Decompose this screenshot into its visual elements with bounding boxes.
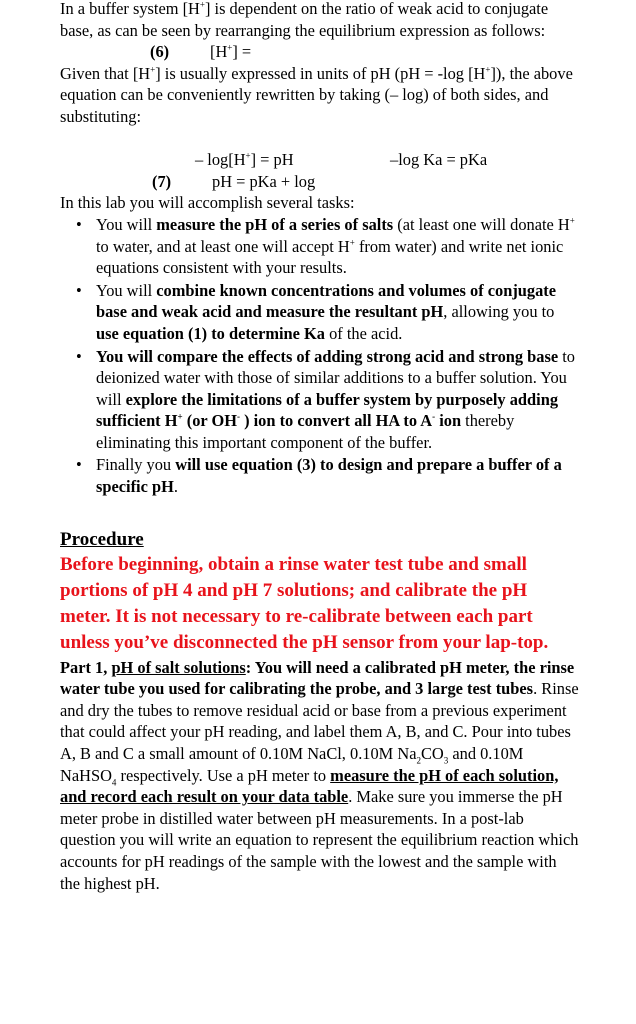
equation-7-label: (7)	[152, 171, 172, 191]
equation-7-right-1: –log Ka = pKa	[390, 150, 488, 170]
task-3-text-d: (or OH	[182, 411, 237, 431]
part-1-text-d: . Rinse and dry the tubes to remove residual acid or base from a previous experiment that could affect your pH reading, and label them A, B, and C. Pour into tubes A, B and C a small amount of 0.10M NaCl, 0.10M Na	[60, 679, 579, 764]
part-1-text-b: pH of salt solutions	[111, 657, 246, 677]
given-text-3: ]), the above equation can be conveniently rewritten by taking (– log) of both sides, and substituting:	[60, 63, 573, 126]
equation-7-line-1	[60, 149, 580, 171]
given-text-2: ] is usually expressed in units of pH (pH = -log [H	[155, 63, 486, 83]
part-1-text-a: Part 1,	[60, 657, 112, 677]
intro-paragraph	[60, 0, 580, 41]
part-1-text-f: and 0.10M NaHSO	[60, 744, 524, 785]
bullet: •	[76, 455, 82, 475]
task-item-4	[60, 454, 580, 497]
superscript-minus: -	[432, 411, 436, 422]
superscript-plus: +	[150, 64, 156, 75]
task-3-text-f: ion	[435, 411, 462, 431]
task-1-text-a: You will	[96, 214, 157, 234]
superscript-plus: +	[227, 42, 233, 53]
bullet: •	[76, 214, 82, 234]
task-4-text-c: .	[173, 477, 178, 497]
part-1-text-i: . Make sure you immerse the pH meter probe in distilled water between pH measurements. In a post-lab question you will write an equation to represent the equilibrium reaction which accounts for pH readings of the sample with the lowest and the sample with the highest pH.	[60, 787, 579, 893]
equation-7-left-2: pH = pKa + log	[212, 171, 316, 191]
superscript-plus: +	[245, 150, 251, 161]
task-2-text-a: You will	[96, 280, 157, 300]
subscript-4: 4	[111, 776, 117, 787]
superscript-plus: +	[199, 0, 205, 10]
part-1-text-e: CO	[420, 744, 444, 764]
equation-6-label: (6)	[150, 42, 170, 62]
given-paragraph	[60, 63, 580, 128]
task-4-text-b: will use equation (3) to design and prepare a buffer of a specific pH	[96, 455, 562, 497]
subscript-3: 3	[443, 755, 449, 766]
task-3-text-e: ) ion to convert all HA to A	[239, 411, 433, 431]
superscript-plus: +	[485, 64, 491, 75]
part-1-text-g: respectively. Use a pH meter to	[116, 765, 331, 785]
superscript-plus: +	[569, 215, 575, 226]
bullet: •	[76, 346, 82, 366]
task-2-text-e: of the acid.	[325, 323, 403, 343]
task-2-text-c: , allowing you to	[443, 302, 555, 322]
part-1-text-c: : You will need a calibrated pH meter, the rinse water tube you used for calibrating the probe, and 3 large test tubes	[60, 657, 575, 699]
spacer	[60, 128, 580, 150]
superscript-plus: +	[177, 411, 183, 422]
equation-6	[60, 41, 580, 63]
task-1-text-b: measure the pH of a series of salts	[156, 214, 394, 234]
part-1-paragraph	[60, 657, 580, 895]
task-1-text-e: from water) and write net ionic equations consistent with your results.	[96, 236, 564, 278]
task-item-3	[60, 346, 580, 454]
task-3-text-a: You will compare the effects of adding strong acid and strong base	[96, 346, 559, 366]
intro-text-2: ] is dependent on the ratio of weak acid to conjugate base, as can be seen by rearranging the equilibrium expression as follows:	[60, 0, 549, 40]
lab-intro: In this lab you will accomplish several tasks:	[60, 193, 355, 213]
task-item-2	[60, 280, 580, 345]
equation-6-expr-start: [H	[210, 42, 228, 62]
task-1-text-c: (at least one will donate H	[393, 214, 570, 234]
procedure-warning: Before beginning, obtain a rinse water test tube and small portions of pH 4 and pH 7 solutions; and calibrate the pH meter. It is not necessary to re-calibrate between each part unless you’ve disconnected the pH sensor from your lap-top.	[60, 553, 549, 653]
intro-text-1: In a buffer system [H	[60, 0, 200, 18]
superscript-minus: -	[236, 411, 240, 422]
equation-7-line-2	[60, 171, 580, 193]
task-3-text-b: to deionized water with those of similar additions to a buffer solution. You will	[96, 346, 575, 409]
procedure-heading: Procedure	[60, 528, 144, 550]
task-list	[60, 214, 580, 498]
task-item-1	[60, 214, 580, 279]
equation-7-left-1a: – log[H	[195, 150, 246, 170]
equation-6-expression	[210, 41, 251, 63]
task-2-text-b: combine known concentrations and volumes of conjugate base and weak acid and measure the resultant pH	[96, 280, 557, 322]
equation-7-left-1b: ] = pH	[250, 150, 294, 170]
bullet: •	[76, 280, 82, 300]
task-3-text-g: thereby eliminating this important component of the buffer.	[96, 411, 515, 452]
task-4-text-a: Finally you	[96, 455, 176, 475]
equation-6-expr-end: ] =	[232, 42, 252, 62]
equation-7-left-1	[195, 149, 294, 171]
task-1-text-d: to water, and at least one will accept H	[96, 236, 350, 256]
task-3-text-c: explore the limitations of a buffer system by purposely adding sufficient H	[96, 389, 559, 431]
given-text-1: Given that [H	[60, 63, 151, 83]
subscript-2: 2	[416, 755, 421, 766]
part-1-text-h: measure the pH of each solution, and record each result on your data table	[60, 765, 559, 807]
task-2-text-d: use equation (1) to determine Ka	[96, 323, 325, 343]
superscript-plus: +	[349, 237, 355, 248]
